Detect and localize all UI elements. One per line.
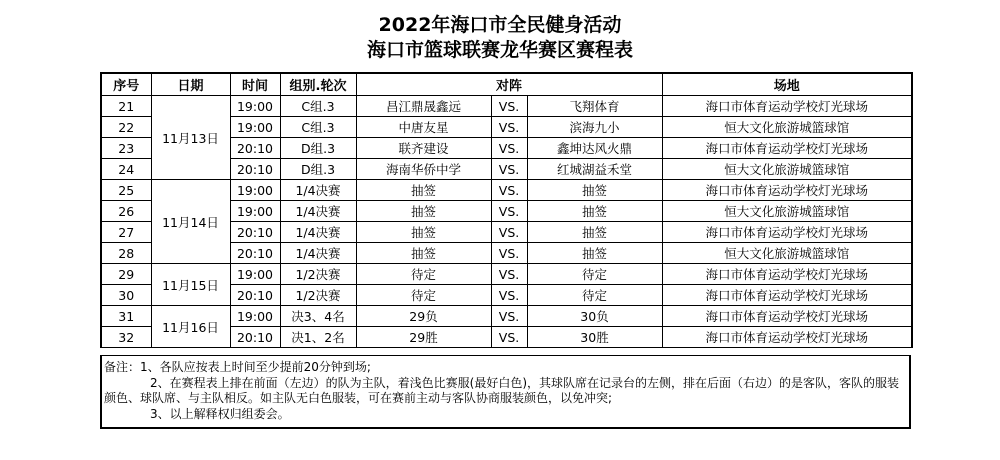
row-number: 30	[101, 285, 151, 306]
row-number: 23	[101, 138, 151, 159]
group-cell: 决1、2名	[280, 327, 356, 348]
time-cell: 19:00	[230, 180, 280, 201]
away-team: 飞翔体育	[527, 96, 662, 117]
time-cell: 20:10	[230, 138, 280, 159]
venue-cell: 海口市体育运动学校灯光球场	[662, 138, 912, 159]
home-team: 29负	[356, 306, 491, 327]
row-number: 28	[101, 243, 151, 264]
group-cell: 1/2决赛	[280, 264, 356, 285]
venue-cell: 恒大文化旅游城篮球馆	[662, 201, 912, 222]
row-number: 24	[101, 159, 151, 180]
header-row	[101, 73, 912, 96]
vs-label: VS.	[491, 306, 527, 327]
page-title: 2022年海口市全民健身活动	[378, 14, 622, 36]
away-team: 待定	[527, 285, 662, 306]
group-cell: D组.3	[280, 138, 356, 159]
group-cell: C组.3	[280, 96, 356, 117]
group-cell: 1/4决赛	[280, 222, 356, 243]
row-number: 22	[101, 117, 151, 138]
vs-label: VS.	[491, 243, 527, 264]
time-cell: 20:10	[230, 327, 280, 348]
home-team: 联齐建设	[356, 138, 491, 159]
vs-label: VS.	[491, 138, 527, 159]
venue-cell: 恒大文化旅游城篮球馆	[662, 117, 912, 138]
home-team: 29胜	[356, 327, 491, 348]
page-subtitle: 海口市篮球联赛龙华赛区赛程表	[366, 39, 633, 61]
table-row	[101, 264, 912, 285]
time-cell: 20:10	[230, 222, 280, 243]
time-cell: 19:00	[230, 201, 280, 222]
header-time: 时间	[230, 73, 280, 96]
row-number: 27	[101, 222, 151, 243]
row-number: 21	[101, 96, 151, 117]
away-team: 抽签	[527, 222, 662, 243]
date-cell: 11月16日	[151, 306, 230, 348]
venue-cell: 海口市体育运动学校灯光球场	[662, 180, 912, 201]
row-number: 32	[101, 327, 151, 348]
vs-label: VS.	[491, 327, 527, 348]
vs-label: VS.	[491, 285, 527, 306]
venue-cell: 海口市体育运动学校灯光球场	[662, 96, 912, 117]
home-team: 抽签	[356, 243, 491, 264]
home-team: 抽签	[356, 222, 491, 243]
table-row	[101, 180, 912, 201]
note-line-1: 备注：1、各队应按表上时间至少提前20分钟到场;	[104, 360, 371, 374]
header-no: 序号	[101, 73, 151, 96]
home-team: 海南华侨中学	[356, 159, 491, 180]
away-team: 30负	[527, 306, 662, 327]
home-team: 待定	[356, 264, 491, 285]
away-team: 抽签	[527, 201, 662, 222]
table-row	[101, 96, 912, 117]
group-cell: C组.3	[280, 117, 356, 138]
time-cell: 19:00	[230, 117, 280, 138]
vs-label: VS.	[491, 96, 527, 117]
venue-cell: 恒大文化旅游城篮球馆	[662, 159, 912, 180]
schedule-table	[100, 72, 913, 348]
group-cell: 1/4决赛	[280, 243, 356, 264]
date-cell: 11月13日	[151, 96, 230, 180]
time-cell: 20:10	[230, 285, 280, 306]
group-cell: 决3、4名	[280, 306, 356, 327]
date-cell: 11月14日	[151, 180, 230, 264]
vs-label: VS.	[491, 159, 527, 180]
vs-label: VS.	[491, 264, 527, 285]
away-team: 红城湖益禾堂	[527, 159, 662, 180]
group-cell: 1/2决赛	[280, 285, 356, 306]
note-line-2: 2、在赛程表上排在前面（左边）的队为主队，着浅色比赛服(最好白色)，其球队席在记录台的左侧，排在后面（右边）的是客队，客队的服装颜色、球队席、与主队相反。如主队无白色服装，可在赛前主动与客队协商服装颜色，以免冲突;	[104, 375, 900, 405]
home-team: 抽签	[356, 201, 491, 222]
time-cell: 19:00	[230, 96, 280, 117]
venue-cell: 海口市体育运动学校灯光球场	[662, 327, 912, 348]
vs-label: VS.	[491, 222, 527, 243]
row-number: 29	[101, 264, 151, 285]
away-team: 待定	[527, 264, 662, 285]
away-team: 30胜	[527, 327, 662, 348]
away-team: 抽签	[527, 243, 662, 264]
home-team: 中唐友星	[356, 117, 491, 138]
away-team: 鑫坤达风火鼎	[527, 138, 662, 159]
notes-box	[100, 355, 911, 429]
venue-cell: 海口市体育运动学校灯光球场	[662, 264, 912, 285]
group-cell: D组.3	[280, 159, 356, 180]
group-cell: 1/4决赛	[280, 201, 356, 222]
time-cell: 20:10	[230, 243, 280, 264]
table-row	[101, 306, 912, 327]
venue-cell: 海口市体育运动学校灯光球场	[662, 306, 912, 327]
away-team: 滨海九小	[527, 117, 662, 138]
time-cell: 19:00	[230, 306, 280, 327]
venue-cell: 海口市体育运动学校灯光球场	[662, 285, 912, 306]
time-cell: 19:00	[230, 264, 280, 285]
row-number: 26	[101, 201, 151, 222]
time-cell: 20:10	[230, 159, 280, 180]
venue-cell: 恒大文化旅游城篮球馆	[662, 243, 912, 264]
away-team: 抽签	[527, 180, 662, 201]
vs-label: VS.	[491, 117, 527, 138]
home-team: 待定	[356, 285, 491, 306]
home-team: 昌江鼎晟鑫远	[356, 96, 491, 117]
vs-label: VS.	[491, 180, 527, 201]
row-number: 31	[101, 306, 151, 327]
date-cell: 11月15日	[151, 264, 230, 306]
group-cell: 1/4决赛	[280, 180, 356, 201]
header-matchup: 对阵	[356, 73, 662, 96]
vs-label: VS.	[491, 201, 527, 222]
home-team: 抽签	[356, 180, 491, 201]
venue-cell: 海口市体育运动学校灯光球场	[662, 222, 912, 243]
header-venue: 场地	[662, 73, 912, 96]
row-number: 25	[101, 180, 151, 201]
header-group: 组别.轮次	[280, 73, 356, 96]
note-line-3: 3、以上解释权归组委会。	[150, 406, 290, 421]
header-date: 日期	[151, 73, 230, 96]
